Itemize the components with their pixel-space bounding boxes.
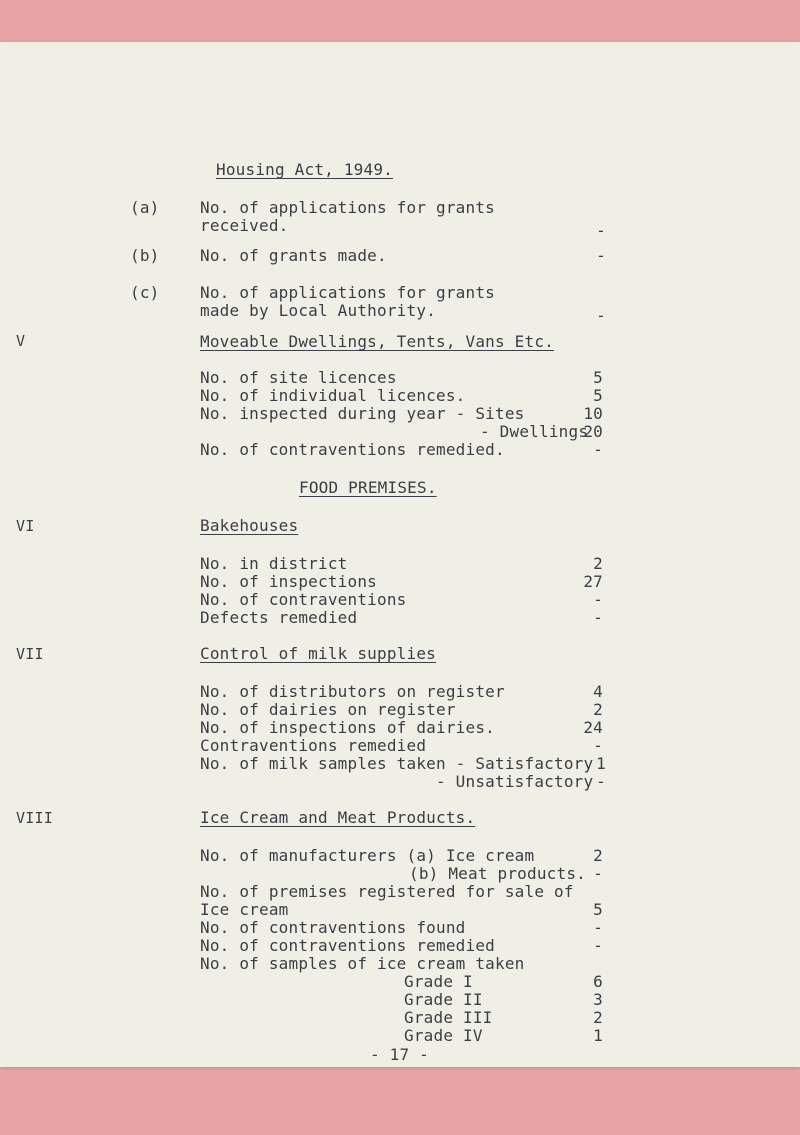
item-c-letter: (c) — [130, 283, 160, 302]
section-v-row-value: 20 — [583, 422, 603, 441]
section-vi-row-value: 27 — [583, 572, 603, 591]
section-v-row-label: No. of individual licences. — [200, 386, 466, 405]
section-v-numeral: V — [16, 332, 26, 350]
section-vii-row-label: No. of distributors on register — [200, 682, 505, 701]
section-vii-row-value: 24 — [583, 718, 603, 737]
section-viii-row-label: Ice cream — [200, 900, 289, 919]
section-vi-row-value: - — [593, 590, 603, 609]
section-vii-row-value: 1 — [596, 754, 606, 773]
section-vi-row-label: Defects remedied — [200, 608, 358, 627]
section-v-heading: Moveable Dwellings, Tents, Vans Etc. — [200, 332, 554, 351]
section-viii-row-label: (b) Meat products. — [409, 864, 586, 883]
section-viii-row-value: - — [593, 864, 603, 883]
section-vi-row-value: 2 — [593, 554, 603, 573]
item-a-letter: (a) — [130, 198, 160, 217]
section-vii-row-label: No. of dairies on register — [200, 700, 456, 719]
section-viii-row-label: Grade IV — [404, 1026, 483, 1045]
section-viii-row-value: 1 — [593, 1026, 603, 1045]
section-vi-heading: Bakehouses — [200, 516, 299, 535]
section-vi-row-label: No. of contraventions — [200, 590, 407, 609]
item-b-line1: No. of grants made. — [200, 246, 387, 265]
section-vii-row-label: - Unsatisfactory — [436, 772, 594, 791]
item-b-letter: (b) — [130, 246, 160, 265]
section-v-row-label: No. of contraventions remedied. — [200, 440, 505, 459]
section-vi-row-label: No. of inspections — [200, 572, 377, 591]
section-viii-row-value: 2 — [593, 1008, 603, 1027]
item-c-value: - — [596, 306, 606, 325]
item-a-value: - — [596, 221, 606, 240]
section-v-row-label: - Dwellings — [480, 422, 589, 441]
section-viii-row-label: No. of samples of ice cream taken — [200, 954, 525, 973]
section-vii-row-value: - — [593, 736, 603, 755]
section-viii-row-label: No. of premises registered for sale of — [200, 882, 574, 901]
section-vii-row-label: Contraventions remedied — [200, 736, 427, 755]
section-vi-row-value: - — [593, 608, 603, 627]
item-c-line2: made by Local Authority. — [200, 301, 436, 320]
section-vii-numeral: VII — [16, 645, 44, 663]
section-viii-row-value: 6 — [593, 972, 603, 991]
section-viii-row-label: No. of manufacturers (a) Ice cream — [200, 846, 535, 865]
section-v-row-value: - — [593, 440, 603, 459]
section-viii-row-label: No. of contraventions found — [200, 918, 466, 937]
section-v-row-value: 10 — [583, 404, 603, 423]
section-v-row-value: 5 — [593, 386, 603, 405]
section-vii-row-value: 2 — [593, 700, 603, 719]
item-a-line2: received. — [200, 216, 289, 235]
section-vii-row-value: 4 — [593, 682, 603, 701]
section-viii-numeral: VIII — [16, 809, 53, 827]
section-vii-row-value: - — [596, 772, 606, 791]
section-viii-row-value: - — [593, 936, 603, 955]
food-premises-heading: FOOD PREMISES. — [299, 478, 437, 497]
section-viii-row-value: - — [593, 918, 603, 937]
section-viii-row-label: Grade II — [404, 990, 483, 1009]
section-vi-row-label: No. in district — [200, 554, 348, 573]
section-viii-row-value: 5 — [593, 900, 603, 919]
section-viii-row-label: Grade III — [404, 1008, 493, 1027]
section-viii-row-value: 2 — [593, 846, 603, 865]
housing-act-heading: Housing Act, 1949. — [216, 160, 393, 179]
section-viii-row-label: No. of contraventions remedied — [200, 936, 495, 955]
section-vi-numeral: VI — [16, 517, 35, 535]
item-b-value: - — [596, 246, 606, 265]
section-v-row-value: 5 — [593, 368, 603, 387]
section-vii-heading: Control of milk supplies — [200, 644, 436, 663]
page-number: - 17 - — [370, 1045, 429, 1064]
section-viii-heading: Ice Cream and Meat Products. — [200, 808, 476, 827]
section-v-row-label: No. of site licences — [200, 368, 397, 387]
item-a-line1: No. of applications for grants — [200, 198, 495, 217]
section-viii-row-value: 3 — [593, 990, 603, 1009]
item-c-line1: No. of applications for grants — [200, 283, 495, 302]
document-page — [0, 42, 800, 1067]
section-viii-row-label: Grade I — [404, 972, 473, 991]
section-vii-row-label: No. of milk samples taken - Satisfactory — [200, 754, 594, 773]
section-vii-row-label: No. of inspections of dairies. — [200, 718, 495, 737]
section-v-row-label: No. inspected during year - Sites — [200, 404, 525, 423]
